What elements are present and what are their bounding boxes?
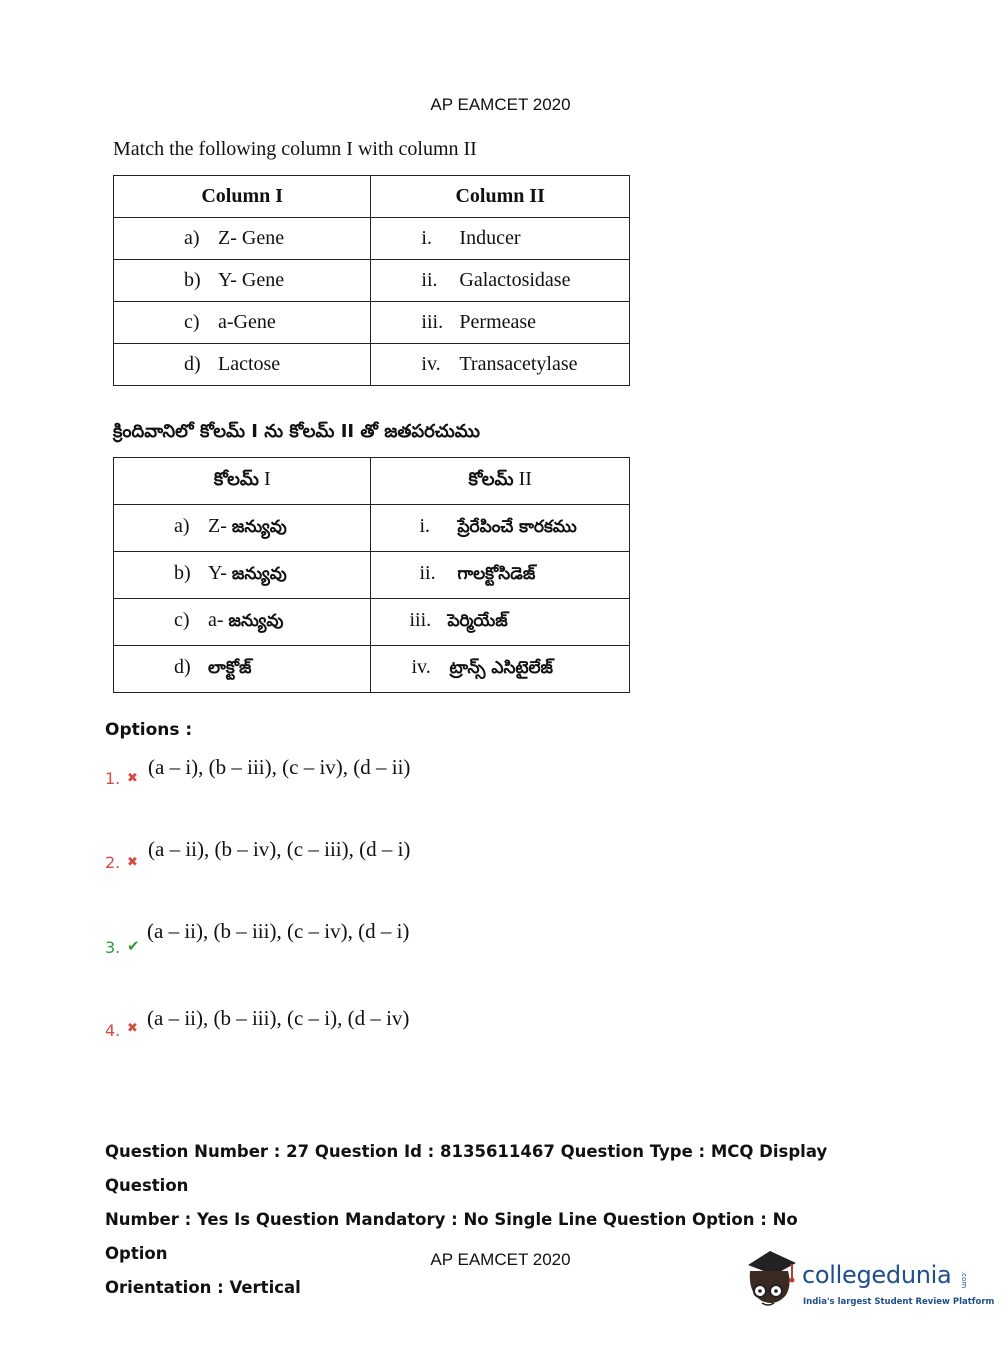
item-marker: i.: [421, 227, 432, 249]
item-text: గాలక్టోసిడెజ్: [457, 564, 536, 584]
question-telugu: క్రిందివానిలో కోలమ్ I ను కోలమ్ II తో జతపరచుము: [113, 421, 481, 442]
item-text: Permease: [459, 311, 537, 333]
cross-icon: ✖: [127, 1021, 138, 1036]
item-marker: a): [174, 515, 190, 537]
mascot-icon: [740, 1245, 802, 1315]
option-text: (a – ii), (b – iv), (c – iii), (d – i): [148, 837, 411, 861]
table-header-row: [114, 458, 630, 505]
column-1-cell: [114, 218, 371, 260]
item-marker: b): [184, 269, 201, 291]
item-marker: ii.: [419, 562, 436, 584]
item-marker: a): [184, 227, 200, 249]
logo-domain: .com: [960, 1271, 968, 1289]
item-marker: i.: [419, 515, 431, 537]
metadata-line: Question Number : 27 Question Id : 8135611467 Question Type : MCQ Display Question: [105, 1142, 828, 1195]
column-2-cell: [371, 552, 630, 599]
column-1-cell: [114, 552, 371, 599]
metadata-line: Number : Yes Is Question Mandatory : No Single Line Question Option : No Option: [105, 1210, 798, 1263]
table-row: [114, 505, 630, 552]
item-text: జన్యువు: [228, 611, 284, 631]
table-row: [114, 599, 630, 646]
column-2-cell: [371, 344, 630, 386]
item-text: Y- Gene: [218, 269, 285, 291]
collegedunia-logo[interactable]: [740, 1245, 995, 1315]
options-title: Options :: [105, 720, 193, 740]
item-text: Inducer: [459, 227, 521, 249]
column-2-header: [371, 458, 630, 505]
item-marker: iii.: [409, 609, 432, 631]
item-marker: b): [174, 562, 191, 584]
cross-icon: ✖: [127, 855, 138, 870]
page-header: AP EAMCET 2020: [430, 95, 571, 114]
column-1-header: [114, 458, 371, 505]
table-row: [114, 302, 630, 344]
item-text: Z- Gene: [218, 227, 285, 249]
column-1-cell: [114, 505, 371, 552]
item-text: ట్రాన్స్ ఎసిటైలేజ్: [449, 658, 553, 678]
column-1-cell: [114, 599, 371, 646]
option-text: (a – ii), (b – iii), (c – iv), (d – i): [147, 919, 410, 943]
column-2-cell: [371, 646, 630, 693]
column-2-cell: [371, 260, 630, 302]
check-icon: ✔: [127, 937, 140, 955]
item-text: పెర్మియేజ్: [447, 611, 508, 631]
item-text: Transacetylase: [459, 353, 578, 375]
item-marker: iii.: [421, 311, 444, 333]
item-text: Galactosidase: [459, 269, 571, 291]
column-2-cell: [371, 505, 630, 552]
column-1-cell: [114, 302, 371, 344]
match-table-english: [113, 175, 630, 386]
header-telugu-text: కోలమ్: [468, 469, 514, 490]
item-marker: iv.: [421, 353, 441, 375]
table-row: [114, 344, 630, 386]
item-marker: d): [184, 353, 201, 375]
option-number: 2.: [105, 853, 121, 872]
table-row: [114, 260, 630, 302]
item-text: జన్యువు: [231, 564, 287, 584]
column-1-cell: [114, 344, 371, 386]
item-text: Lactose: [218, 353, 281, 375]
option-number: 1.: [105, 769, 121, 788]
item-text: లాక్టోజ్: [208, 658, 252, 678]
column-2-cell: [371, 302, 630, 344]
item-text: ప్రేరేపించే కారకము: [457, 517, 577, 537]
table-row: [114, 552, 630, 599]
header-numeral: II: [518, 468, 532, 490]
table-row: [114, 646, 630, 693]
cross-icon: ✖: [127, 771, 138, 786]
item-marker: d): [174, 656, 191, 678]
metadata-line: Orientation : Vertical: [105, 1278, 301, 1297]
column-1-cell: [114, 260, 371, 302]
item-marker: c): [174, 609, 190, 631]
option-number: 3.: [105, 938, 121, 957]
column-2-header: Column II: [371, 176, 630, 218]
match-table-telugu: [113, 457, 630, 693]
item-marker: c): [184, 311, 200, 333]
item-text: a-Gene: [218, 311, 276, 333]
table-row: [114, 218, 630, 260]
column-2-cell: [371, 599, 630, 646]
table-header-row: [114, 176, 630, 218]
header-telugu-text: కోలమ్: [213, 469, 259, 490]
header-numeral: I: [263, 468, 271, 490]
item-prefix: Y-: [208, 562, 227, 584]
item-marker: iv.: [411, 656, 431, 678]
item-prefix: Z-: [208, 515, 227, 537]
column-2-cell: [371, 218, 630, 260]
option-text: (a – ii), (b – iii), (c – i), (d – iv): [147, 1006, 410, 1030]
logo-wordmark: collegedunia: [802, 1261, 952, 1289]
logo-tagline: India's largest Student Review Platform: [803, 1297, 995, 1307]
item-marker: ii.: [421, 269, 438, 291]
item-prefix: a-: [208, 609, 224, 631]
page-footer: AP EAMCET 2020: [430, 1250, 571, 1269]
column-1-cell: [114, 646, 371, 693]
item-text: జన్యువు: [231, 517, 287, 537]
question-english: Match the following column I with column II: [113, 138, 477, 160]
option-text: (a – i), (b – iii), (c – iv), (d – ii): [148, 755, 411, 779]
column-1-header: Column I: [114, 176, 371, 218]
option-number: 4.: [105, 1021, 121, 1040]
